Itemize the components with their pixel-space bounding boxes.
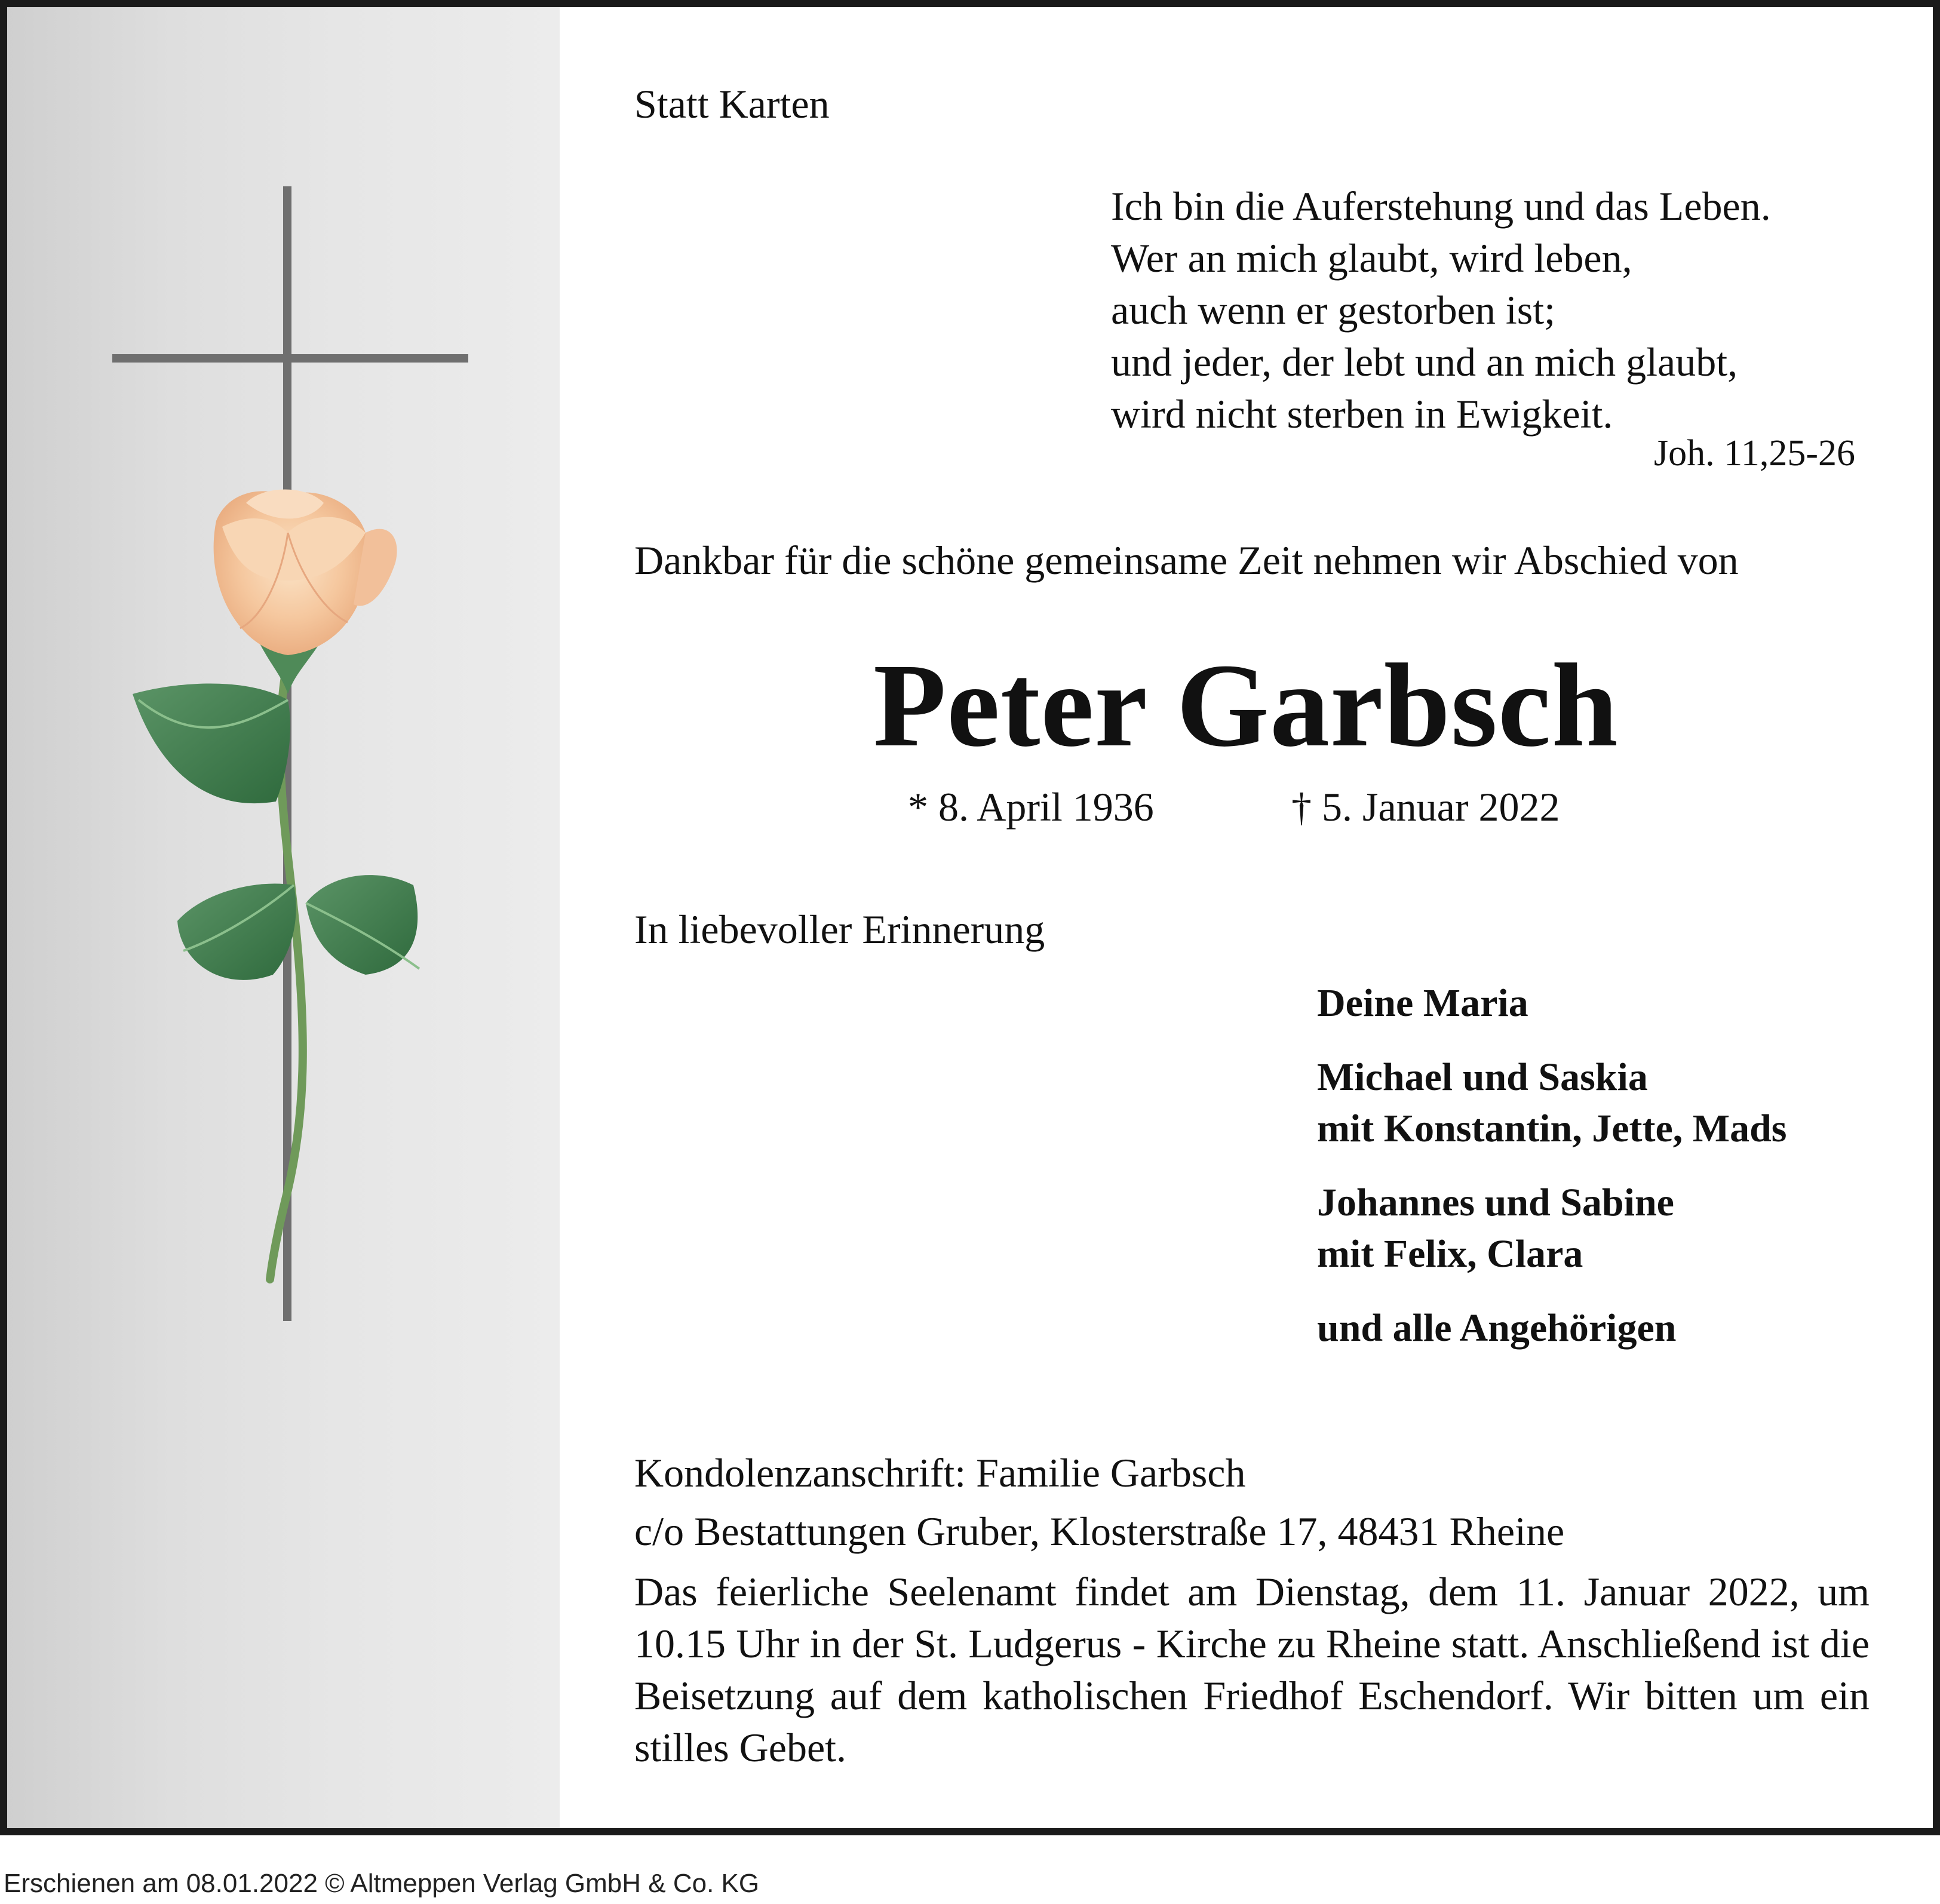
family-group xyxy=(1317,1052,1786,1154)
verse-line: Wer an mich glaubt, wird leben, xyxy=(1111,235,1632,281)
family-group xyxy=(1317,1177,1786,1280)
family-line: mit Konstantin, Jette, Mads xyxy=(1317,1107,1787,1150)
cross-with-rose-illustration xyxy=(7,7,560,1835)
family-line: und alle Angehörigen xyxy=(1317,1306,1677,1350)
death-date: † 5. Januar 2022 xyxy=(1291,784,1560,830)
family-line: mit Felix, Clara xyxy=(1317,1232,1583,1276)
verse-reference: Joh. 11,25-26 xyxy=(1654,433,1855,474)
family-group xyxy=(1317,978,1786,1029)
family-group xyxy=(1317,1303,1786,1354)
rose-leaf-upper xyxy=(133,684,290,804)
family-line: Johannes und Sabine xyxy=(1317,1181,1674,1224)
verse-line: und jeder, der lebt und an mich glaubt, xyxy=(1111,339,1738,385)
intro-heading: Statt Karten xyxy=(634,81,830,127)
verse-line: Ich bin die Auferstehung und das Leben. xyxy=(1111,183,1771,229)
family-line: Deine Maria xyxy=(1317,981,1528,1025)
rose-icon xyxy=(214,490,397,656)
condolence-line: c/o Bestattungen Gruber, Klosterstraße 17, 48431 Rheine xyxy=(634,1509,1565,1554)
publication-footer: Erschienen am 08.01.2022 © Altmeppen Verlag GmbH & Co. KG xyxy=(4,1869,760,1898)
service-details: Das feierliche Seelenamt findet am Dienstag, dem 11. Januar 2022, um 10.15 Uhr in der St. Ludgerus - Kirche zu Rheine statt. Anschließend ist die Beisetzung auf dem katholischen Friedhof Eschendorf. Wir bitten um ein stilles Gebet. xyxy=(634,1569,1870,1770)
verse-line: wird nicht sterben in Ewigkeit. xyxy=(1111,391,1613,437)
bible-verse xyxy=(1111,180,1771,440)
decorative-side-panel xyxy=(7,7,560,1828)
rose-leaf-lower-right xyxy=(306,875,418,975)
birth-date: * 8. April 1936 xyxy=(908,784,1154,830)
family-signatures xyxy=(1317,978,1786,1377)
condolence-line: Kondolenzanschrift: Familie Garbsch xyxy=(634,1450,1246,1495)
condolence-address xyxy=(634,1444,1564,1561)
verse-line: auch wenn er gestorben ist; xyxy=(1111,287,1555,333)
remembrance-text: In liebevoller Erinnerung xyxy=(634,907,1045,952)
family-line: Michael und Saskia xyxy=(1317,1055,1648,1099)
farewell-text: Dankbar für die schöne gemeinsame Zeit nehmen wir Abschied von xyxy=(634,538,1739,583)
deceased-name: Peter Garbsch xyxy=(873,640,1619,772)
